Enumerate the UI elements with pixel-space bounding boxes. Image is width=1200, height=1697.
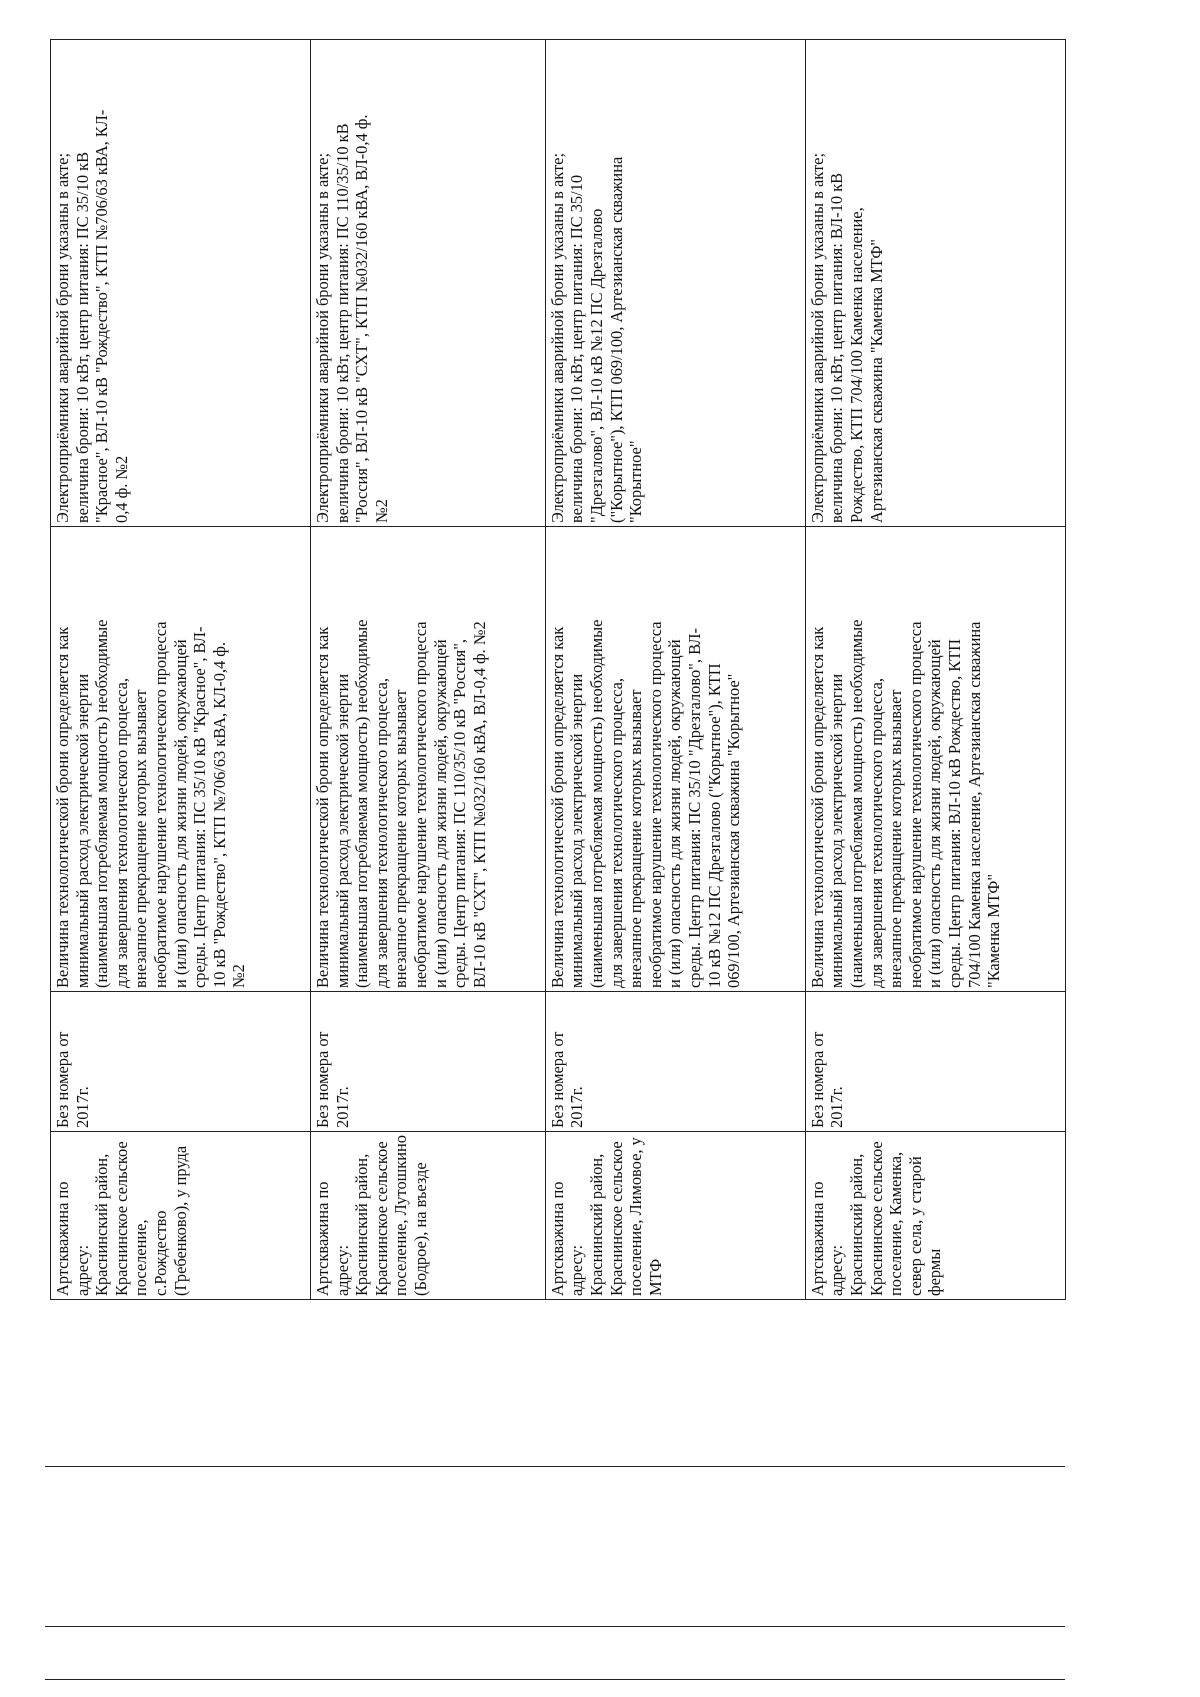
emergency-reserve-cell: Электроприёмники аварийной брони указаны в акте; величина брони: 10 кВт, центр питания: ПС 35/10 "Дрезгалово", ВЛ-10 кВ №12 ПС Дрезгалово ("Корытное"), КТП 069/100, Артезианская скважина "Корытное" (545, 40, 805, 527)
tech-reserve-cell: Величина технологической брони определяется как минимальный расход электрической энергии (наименьшая потребляемая мощность) необходимые для завершения технологического процесса, внезапное прекращение которых вызывает необратимое нарушение технологического процесса и (или) опасность для жизни людей, окружающей среды. Центр питания: ПС 110/35/10 кВ "Россия", ВЛ-10 кВ "СХТ", КТП №032/160 кВА, ВЛ-0,4 ф. №2 (311, 527, 546, 992)
tech-reserve-cell: Величина технологической брони определяется как минимальный расход электрической энергии (наименьшая потребляемая мощность) необходимые для завершения технологического процесса, внезапное прекращение которых вызывает необратимое нарушение технологического процесса и (или) опасность для жизни людей, окружающей среды. Центр питания: ПС 35/10 кВ "Красное", ВЛ- 10 кВ "Рождество", КТП №706/63 кВА, КЛ-0,4 ф. №2 (51, 527, 311, 992)
tech-reserve-cell: Величина технологической брони определяется как минимальный расход электрической энергии (наименьшая потребляемая мощность) необходимые для завершения технологического процесса, внезапное прекращение которых вызывает необратимое нарушение технологического процесса и (или) опасность для жизни людей, окружающей среды. Центр питания: ПС 35/10 "Дрезгалово", ВЛ- 10 кВ №12 ПС Дрезгалово ("Корытное"), КТП 069/100, Артезианская скважина "Корытное" (545, 527, 805, 992)
emergency-reserve-cell: Электроприёмники аварийной брони указаны в акте; величина брони: 10 кВт, центр питания: ПС 35/10 кВ "Красное", ВЛ-10 кВ "Рождество", КТП №706/63 кВА, КЛ- 0,4 ф. №2 (51, 40, 311, 527)
power-reserve-table (50, 39, 1066, 1300)
location-cell: Артскважина по адресу: Краснинский район, Краснинское сельское поселение, Лутошкино (Бодрое), на въезде (311, 1132, 546, 1300)
table-row (805, 40, 1065, 1300)
emergency-reserve-cell: Электроприёмники аварийной брони указаны в акте; величина брони: 10 кВт, центр питания: ПС 110/35/10 кВ "Россия", ВЛ-10 кВ "СХТ", КТП №032/160 кВА, ВЛ-0,4 ф. №2 (311, 40, 546, 527)
tech-reserve-cell: Величина технологической брони определяется как минимальный расход электрической энергии (наименьшая потребляемая мощность) необходимые для завершения технологического процесса, внезапное прекращение которых вызывает необратимое нарушение технологического процесса и (или) опасность для жизни людей, окружающей среды. Центр питания: ВЛ-10 кВ Рождество, КТП 704/100 Каменка население, Артезианская скважина "Каменка МТФ" (805, 527, 1065, 992)
location-cell: Артскважина по адресу: Краснинский район, Краснинское сельское поселение, с.Рождество (Гребенково), у пруда (51, 1132, 311, 1300)
divider-line (45, 1466, 1065, 1467)
divider-line (45, 1626, 1065, 1627)
location-cell: Артскважина по адресу: Краснинский район, Краснинское сельское поселение, Лимовое, у МТФ (545, 1132, 805, 1300)
rotated-table-wrapper (50, 40, 1066, 1300)
act-cell: Без номера от 2017г. (545, 992, 805, 1132)
act-cell: Без номера от 2017г. (51, 992, 311, 1132)
act-cell: Без номера от 2017г. (805, 992, 1065, 1132)
location-cell: Артскважина по адресу: Краснинский район, Краснинское сельское поселение, Каменка, север села, у старой фермы (805, 1132, 1065, 1300)
divider-line (45, 1679, 1065, 1680)
table-row (51, 40, 311, 1300)
table-row (545, 40, 805, 1300)
act-cell: Без номера от 2017г. (311, 992, 546, 1132)
table-row (311, 40, 546, 1300)
emergency-reserve-cell: Электроприёмники аварийной брони указаны в акте; величина брони: 10 кВт, центр питания: ВЛ-10 кВ Рождество, КТП 704/100 Каменка население, Артезианская скважина "Каменка МТФ" (805, 40, 1065, 527)
